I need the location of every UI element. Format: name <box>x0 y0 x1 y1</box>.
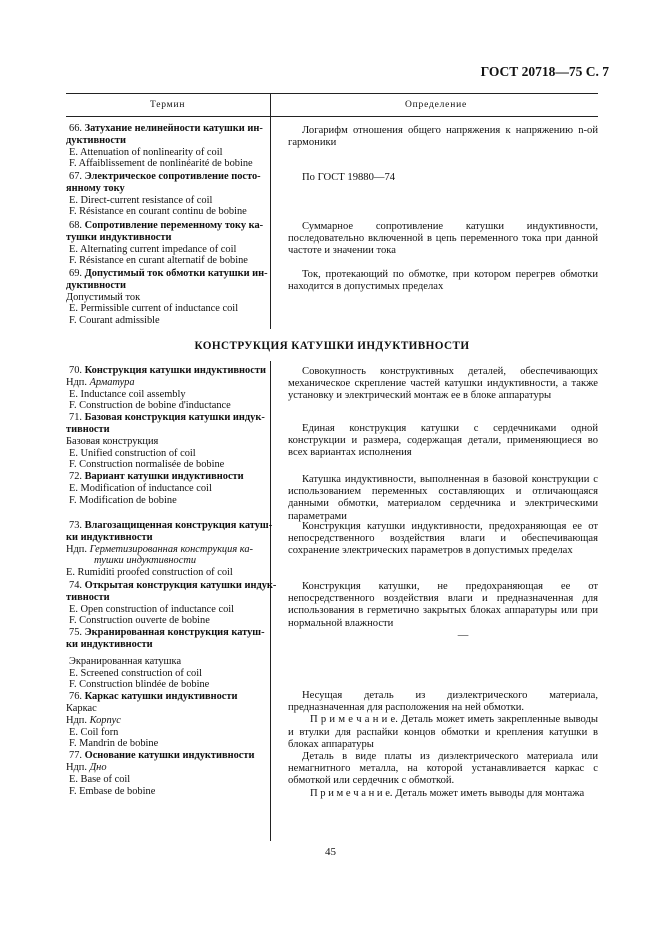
term-title-cont: тивности <box>66 423 110 435</box>
ndp-term-cont: тушки индуктивности <box>94 555 197 567</box>
definition-68: Суммарное сопротивление катушки индуктивности, последовательно включенной в цепь переменного тока при данной частоте и значении тока <box>288 221 598 257</box>
term-french: F. Mandrin de bobine <box>69 738 159 750</box>
term-69 <box>66 268 266 327</box>
term-english: E. Permissible current of inductance coil <box>69 303 239 315</box>
section-title: КОНСТРУКЦИЯ КАТУШКИ ИНДУКТИВНОСТИ <box>194 340 470 352</box>
column-divider-bottom <box>270 361 271 841</box>
term-number: 77. <box>69 750 82 762</box>
definition-73: Конструкция катушки индуктивности, предохраняющая ее от непосредственного воздействия влаги и обеспечивающая сохранение электрических параметров в допустимых пределах <box>288 521 598 557</box>
term-french: F. Résistance en courant continu de bobine <box>69 206 247 218</box>
term-english: E. Inductance coil assembly <box>69 388 186 400</box>
term-number: 73. <box>69 520 82 531</box>
term-english: E. Direct-current resistance of coil <box>69 194 213 206</box>
column-header-term: Термин <box>150 100 186 110</box>
document-header: ГОСТ 20718—75 С. 7 <box>480 64 609 79</box>
term-english: E. Alternating current impedance of coil <box>69 243 237 255</box>
term-number: 70. <box>69 365 82 376</box>
ndp-term: Герметизированная конструкция ка- <box>89 543 254 555</box>
column-header-definition: Определение <box>405 100 467 110</box>
term-synonym: Базовая конструкция <box>66 435 159 447</box>
definition-76: Несущая деталь из диэлектрического материала, предназначенная для расположения на ней обмотки. П р и м е ч а н и е. Деталь может иметь закрепленные выводы и втулки для распайки концов обмотки и крепления катушки в блоках аппаратуры Деталь в виде платы из диэлектрического материала или немагнитного металла, на которой устанавливается каркас с обмоткой или сердечник с обмоткой. П р и м е ч а н и е. Деталь может иметь выводы для монтажа <box>288 690 599 799</box>
definition-66: Логарифм отношения общего напряжения к напряжению n-ой гармоники <box>288 125 598 149</box>
term-title: Допустимый ток обмотки катушки ин- <box>84 268 268 279</box>
term-number: 68. <box>69 220 82 231</box>
term-title: Вариант катушки индуктивности <box>84 471 244 483</box>
term-french: F. Construction normalisée de bobine <box>69 459 225 471</box>
term-french: F. Modification de bobine <box>69 494 177 506</box>
ndp-label: Ндп. <box>66 543 87 555</box>
term-title: Базовая конструкция катушки индук- <box>84 412 265 424</box>
term-english: E. Modification of inductance coil <box>69 482 212 494</box>
term-english: E. Screened construction of coil <box>69 667 203 679</box>
term-english: E. Unified construction of coil <box>69 447 196 459</box>
term-title-cont: янному току <box>66 182 125 194</box>
definition-75: — <box>457 630 469 641</box>
ndp-label: Ндп. <box>66 376 87 388</box>
term-french: F. Résistance en curant alternatif de bobine <box>69 255 248 267</box>
term-number: 76. <box>69 691 82 703</box>
column-divider-top <box>270 93 271 329</box>
definition-74: Конструкция катушки, не предохраняющая ее от непосредственного воздействия влаги и предназначенная для использования в герметично закрытых блоках аппаратуры или при нормальной влажности <box>288 581 598 629</box>
ndp-label: Ндп. <box>66 714 87 726</box>
term-title-cont: ки индуктивности <box>66 531 153 543</box>
term-english: E. Open construction of inductance coil <box>69 603 235 615</box>
definition-69: Ток, протекающий по обмотке, при котором перегрев обмотки находится в допустимых пределах <box>288 269 598 293</box>
term-number: 69. <box>69 268 82 279</box>
term-68 <box>66 220 266 267</box>
term-title-cont: дуктивности <box>66 134 127 146</box>
term-english: E. Base of coil <box>69 773 131 785</box>
note-text: Деталь может иметь закрепленные выводы и втулки для распайки концов обмотки и крепления катушки в блоках аппаратуры <box>288 714 599 750</box>
term-number: 71. <box>69 412 82 424</box>
term-title: Конструкция катушки индуктивности <box>84 365 266 376</box>
term-french: F. Courant admissible <box>69 315 160 327</box>
term-title: Открытая конструкция катушки индук- <box>84 580 277 591</box>
term-74 <box>66 580 277 797</box>
term-number: 66. <box>69 123 82 134</box>
definition-70: Совокупность конструктивных деталей, обеспечивающих механическое скрепление частей катушки индуктивности, а также установку и электрический монтаж ее в блоке аппаратуры <box>288 366 598 402</box>
term-title-cont: тушки индуктивности <box>66 231 172 243</box>
term-synonym: Экранированная катушка <box>69 655 182 667</box>
term-title: Электрическое сопротивление посто- <box>84 171 261 182</box>
term-number: 67. <box>69 171 82 182</box>
header-bottom-rule <box>66 116 598 117</box>
term-title-cont: тивности <box>66 591 110 603</box>
term-67 <box>66 171 266 218</box>
term-66 <box>66 123 266 170</box>
term-french: F. Construction ouverte de bobine <box>69 615 210 627</box>
term-french: F. Construction blindée de bobine <box>69 679 210 691</box>
ndp-term: Арматура <box>89 376 135 388</box>
ndp-label: Ндп. <box>66 761 87 773</box>
term-french: F. Construction de bobine d'inductance <box>69 400 231 412</box>
term-title-cont: ки индуктивности <box>66 638 153 650</box>
note-label: П р и м е ч а н и е. <box>310 787 393 799</box>
term-73 <box>66 520 273 579</box>
table-top-rule <box>66 93 598 94</box>
term-english: E. Coil forn <box>69 726 119 738</box>
term-french: F. Affaiblissement de nonlinéarité de bobine <box>69 158 253 170</box>
term-number: 72. <box>69 471 82 483</box>
term-synonym: Каркас <box>66 702 97 714</box>
term-title: Влагозащищенная конструкция катуш- <box>84 520 273 531</box>
definition-67: По ГОСТ 19880—74 <box>302 172 396 183</box>
term-title: Затухание нелинейности катушки ин- <box>84 123 263 134</box>
term-french: F. Embase de bobine <box>69 785 156 797</box>
term-title: Экранированная конструкция катуш- <box>84 627 265 639</box>
ndp-term: Дно <box>89 761 107 773</box>
term-number: 74. <box>69 580 82 591</box>
definition-72: Катушка индуктивности, выполненная в базовой конструкции с использованием переменных составляющих и отличающаяся данными обмотки, материалом сердечника и электрическими параметрами <box>288 474 598 522</box>
term-title: Сопротивление переменному току ка- <box>84 220 264 231</box>
term-english: E. Attenuation of nonlinearity of coil <box>69 146 223 158</box>
term-title-cont: дуктивности <box>66 279 127 291</box>
term-title: Основание катушки индуктивности <box>84 750 255 762</box>
definition-71: Единая конструкция катушки с сердечниками одной конструкции и размера, содержащая детали, применяющиеся во всех вариантах исполнения <box>288 423 598 459</box>
page-number: 45 <box>325 846 336 858</box>
ndp-term: Корпус <box>89 714 121 726</box>
definition-77: Деталь в виде платы из диэлектрического материала или немагнитного металла, на которой устанавливается каркас с обмоткой или сердечник с обмоткой. <box>288 751 598 787</box>
term-70 <box>66 365 266 507</box>
term-english: E. Rumiditi proofed construction of coil <box>66 567 233 579</box>
note-label: П р и м е ч а н и е. <box>310 714 398 726</box>
term-number: 75. <box>69 627 82 639</box>
note-text: Деталь может иметь выводы для монтажа <box>392 787 585 799</box>
term-synonym: Допустимый ток <box>66 291 141 303</box>
term-title: Каркас катушки индуктивности <box>84 691 238 703</box>
